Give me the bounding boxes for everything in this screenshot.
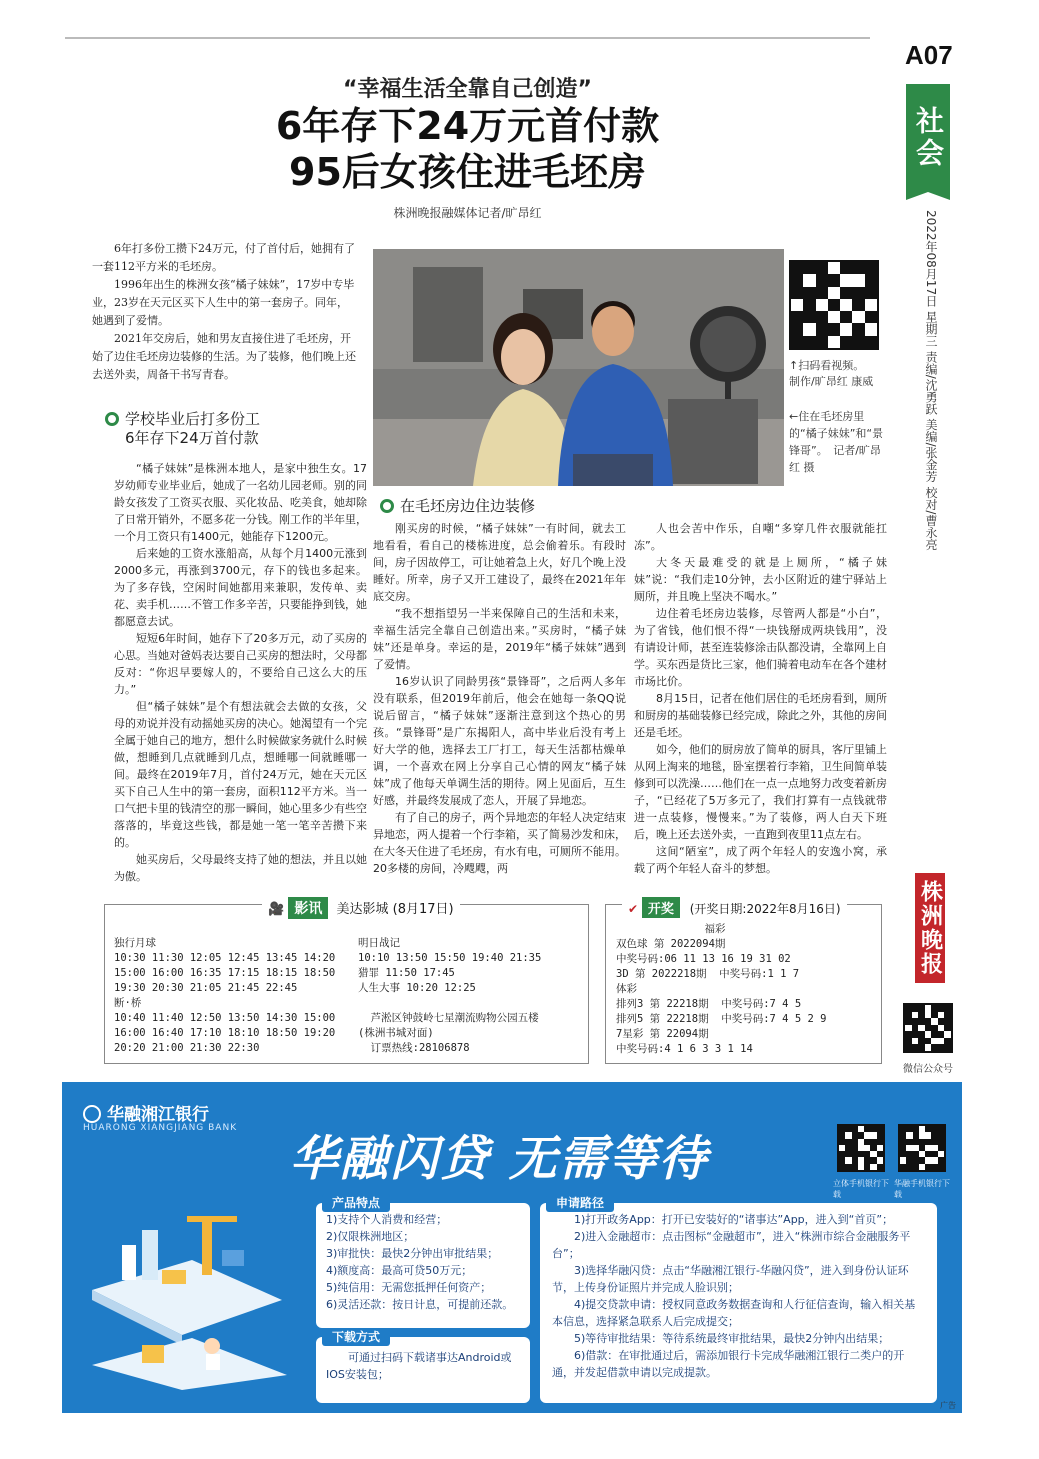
movie-badge: 影讯: [288, 897, 328, 919]
body-paragraph: 有了自己的房子，两个异地恋的年轻人决定结束异地恋，两人提着一个行李箱，买了简易沙发和床，在大冬天住进了毛坯房，有水有电，可厕所不能用。20多楼的房间，冷飕飕，两: [373, 811, 626, 875]
apply-step: 3)选择华融闪贷：点击“华融湘江银行-华融闪贷”，进入到身份认证环节，上传身份证照片并完成人脸识别；: [552, 1264, 909, 1294]
bank-english-name: HUARONG XIANGJIANG BANK: [83, 1123, 238, 1133]
body-paragraph: “我不想指望另一半来保障自己的生活和未来，幸福生活完全靠自己创造出来。”买房时，“橘子妹妹”还是单身。幸运的是，2019年“橘子妹妹”遇到了爱情。: [373, 607, 626, 671]
body-paragraph: 短短6年时间，她存下了20多万元，动了买房的心思。当她对爸妈表达要自己买房的想法时，父母都反对：“你迟早要嫁人的，不要给自己这么大的压力。”: [114, 632, 367, 696]
movie-schedule-left: 独行月球 10:30 11:30 12:05 12:45 13:45 14:20 15:00 16:00 16:35 17:15 18:15 18:50 19:30 20:30 21:05 21:45 22:45 断·桥 10:40 11:40 12:50 13:50 14:30 15:00 16:00 16:40 17:10 18:10 18:50 19:20 20:20 21:00 21:30 22:30: [114, 937, 336, 1054]
body-paragraph: 刚买房的时候，“橘子妹妹”一有时间，就去工地看看，看自己的楼栋进度，总会偷着乐。有段时间，房子因故停工，可让她着急上火，好几个晚上没睡好。所幸，房子又开工建设了，最终在2021年年底交房。: [373, 522, 626, 603]
movie-schedule-right: 明日战记 10:10 13:50 15:50 19:40 21:35 猎罪 11:50 17:45 人生大事 10:20 12:25 芦淞区钟鼓岭七星潮流购物公园五楼 (株洲书城对面) 订票热线:28106878: [358, 937, 542, 1054]
lottery-badge: 开奖: [642, 897, 680, 918]
couple-photo: [373, 249, 784, 486]
cinema-name: 美达影城: [336, 902, 389, 917]
apply-step: 6)借款：在审批通过后，需添加银行卡完成华融湘江银行二类户的开通，并发起借款申请以完成提款。: [552, 1349, 905, 1379]
byline: 株洲晚报融媒体记者/旷昂红: [393, 206, 542, 220]
lottery-results: 福彩 双色球 第 2022094期 中奖号码:06 11 13 16 19 31 02 3D 第 2022218期 中奖号码:1 1 7 体彩 排列3 第 22218期 中奖号码:7 4 5 排列5 第 22218期 中奖号码:7 4 5 2 9 7星彩 第 22094期 中奖号码:4 1 6 3 3 1 14: [616, 923, 827, 1055]
ad-qr-code-1[interactable]: [837, 1124, 885, 1172]
apply-step: 5)等待审批结果：等待系统最终审批结果，最快2分钟内出结果；: [574, 1332, 890, 1345]
film-camera-icon: 🎥: [268, 902, 285, 917]
section-tab: 社会: [906, 84, 950, 192]
circle-bullet-icon: [105, 412, 119, 426]
video-qr-code[interactable]: [789, 260, 879, 350]
title-line-2: 95后女孩住进毛坯房: [289, 150, 646, 194]
lead-paragraph: 6年打多份工攒下24万元，付了首付后，她拥有了一套112平方米的毛坯房。: [92, 242, 355, 273]
subhead-2: 在毛坯房边住边装修: [380, 497, 640, 516]
photo-illustration: [373, 249, 784, 486]
movie-header: [262, 897, 460, 919]
download-text: 可通过扫码下载诸事达Android或IOS安装包；: [326, 1351, 512, 1381]
checkmark-icon: ✔: [628, 902, 639, 916]
lead-paragraph: 1996年出生的株洲女孩“橘子妹妹”，17岁中专毕业，23岁在天元区买下人生中的第一套房子。同年，她遇到了爱情。: [92, 278, 355, 327]
top-rule: [65, 37, 870, 39]
dateline: 2022年08月17日 星期三 责编/沈勇跃 美编/张金芳 校对/曹永亮: [924, 210, 938, 551]
article-column-a: [114, 460, 367, 885]
body-paragraph: 后来她的工资水涨船高，从每个月1400元涨到2000多元，再涨到3700元，存下的钱也多起来。为了多存钱，空闲时间她都用来兼职，发传单、卖花、卖手机……不管工作多辛苦，只要能挣到钱，她都愿意去试。: [114, 547, 367, 628]
body-paragraph: 边住着毛坯房边装修，尽管两人都是“小白”，为了省钱，他们恨不得“一块钱掰成两块钱用”，没有请设计师，甚至连装修涂击队都没请，全靠网上自学。买东西是货比三家，他们骑着电动车在各个建材市场比价。: [634, 607, 887, 688]
page-number: A07: [905, 40, 953, 70]
photo-caption: ←住在毛坯房里的“橘子妹妹”和“景锋哥”。 记者/旷昂红 摄: [789, 410, 884, 474]
body-paragraph: 人也会苦中作乐，自嘲“多穿几件衣服就能扛冻”。: [634, 522, 887, 552]
apply-title: 申请路径: [546, 1194, 614, 1212]
body-paragraph: 但“橘子妹妹”是个有想法就会去做的女孩，父母的劝说并没有动摇她买房的决心。她渴望有一个完全属于她自己的地方，想什么时候做家务就什么时候做，想睡到几点就睡到几点，想睡哪一间就睡哪一间。最终在2019年7月，首付24万元，她在天元区买下自己人生中的第一套房，面积112平方米。当一口气把卡里的钱清空的那一瞬间，她心里多少有些空落落的，毕竟这些钱，都是她一笔一笔辛苦攒下来的。: [114, 700, 367, 849]
feature-item: 2)仅限株洲地区；: [326, 1230, 415, 1243]
features-panel: [316, 1196, 530, 1328]
feature-item: 5)纯信用：无需您抵押任何资产；: [326, 1281, 492, 1294]
apply-step: 2)进入金融超市：点击图标“金融超市”，进入“株洲市综合金融服务平台”；: [552, 1230, 911, 1260]
apply-panel: [540, 1196, 937, 1403]
city-finance-illustration: [82, 1150, 302, 1390]
ad-slogan: 华融闪贷 无需等待: [290, 1131, 709, 1187]
body-paragraph: “橘子妹妹”是株洲本地人，是家中独生女。17岁幼师专业毕业后，她成了一名幼儿园老师。别的同龄女孩发了工资买衣服、买化妆品、吃美食，她却除了日常开销外，不愿多花一分钱。刚工作的半年里，一个月工资只有1400元，她能存下1200元。: [114, 462, 367, 543]
lottery-header: [622, 897, 847, 918]
bank-emblem-icon: [83, 1105, 101, 1123]
body-paragraph: 这间“陋室”，成了两个年轻人的安逸小窝，承载了两个年轻人奋斗的梦想。: [634, 845, 887, 875]
ad-label: 广告: [940, 1401, 956, 1410]
body-paragraph: 16岁认识了同龄男孩“景锋哥”，之后两人多年没有联系，但2019年前后，他会在她每一条QQ说说后留言，“橘子妹妹”逐渐注意到这个热心的男孩。“景锋哥”是广东揭阳人，高中毕业后没有考上好大学的他，选择去工厂打工，每天生活都枯燥单调，一个喜欢在网上分享自己心情的网友“橘子妹妹”成了他每天单调生活的期待。网上见面后，互生好感，并最终发展成了恋人，开展了异地恋。: [373, 675, 626, 807]
ad-illustration: [82, 1150, 302, 1390]
download-title: 下载方式: [322, 1328, 390, 1346]
apply-step: 4)提交贷款申请：授权同意政务数据查询和人行征信查询，输入相关基本信息，选择紧急联系人后完成提交；: [552, 1298, 916, 1328]
article-column-b: [373, 520, 626, 877]
wechat-qr-code[interactable]: [903, 1003, 953, 1053]
features-title: 产品特点: [322, 1194, 390, 1212]
ad-qr-code-2[interactable]: [898, 1124, 946, 1172]
qr-caption: ↑扫码看视频。 制作/旷昂红 康威: [789, 359, 874, 388]
title-line-1: 6年存下24万元首付款: [275, 104, 660, 148]
article-column-c: [634, 520, 887, 877]
apply-step: 1)打开政务App：打开已安装好的“诸事达”App，进入到“首页”；: [574, 1213, 894, 1226]
circle-bullet-icon: [380, 499, 394, 513]
feature-item: 4)额度高：最高可贷50万元；: [326, 1264, 473, 1277]
body-paragraph: 如今，他们的厨房放了简单的厨具，客厅里铺上从网上淘来的地毯，卧室摆着行李箱，卫生间简单装修到可以洗澡……他们在一点一点地努力改变着新房子，“已经花了5万多元了，我们打算有一点钱就带进一点装修，慢慢来。”为了装修，两人白天下班后，晚上还去送外卖，一直跑到夜里11点左右。: [634, 743, 887, 841]
article-kicker: “幸福生活全靠自己创造”: [343, 77, 592, 102]
body-paragraph: 她买房后，父母最终支持了她的想法，并且以她为傲。: [114, 853, 367, 883]
body-paragraph: 8月15日，记者在他们居住的毛坯房看到，厕所和厨房的基础装修已经完成，除此之外，其他的房间还是毛坯。: [634, 692, 887, 739]
article-lead: [92, 240, 358, 384]
feature-item: 6)灵活还款：按日计息，可提前还款。: [326, 1298, 514, 1311]
lottery-date: (开奖日期:2022年8月16日): [689, 902, 841, 916]
article-title: [65, 103, 870, 195]
ad-qr-caption-2: 华融手机银行下载: [894, 1179, 950, 1199]
ad-qr-caption-1: 立体手机银行下载: [833, 1179, 889, 1199]
download-panel: [316, 1330, 530, 1403]
feature-item: 1)支持个人消费和经营；: [326, 1213, 448, 1226]
bank-logo: 华融湘江银行: [83, 1100, 209, 1125]
lead-paragraph: 2021年交房后，她和男友直接住进了毛坯房，开始了边住毛坯房边装修的生活。为了装修，他们晚上还去送外卖，周备干书写青春。: [92, 332, 356, 381]
subhead-1: 学校毕业后打多份工 6年存下24万首付款: [105, 410, 365, 448]
movie-date: (8月17日): [392, 902, 454, 917]
newspaper-logo: 株洲晚报: [915, 873, 945, 983]
body-paragraph: 大冬天最难受的就是上厕所，“橘子妹妹”说：“我们走10分钟，去小区附近的建宁驿站上厕所，并且晚上坚决不喝水。”: [634, 556, 887, 603]
wechat-caption: 微信公众号: [903, 1064, 953, 1075]
feature-item: 3)审批快：最快2分钟出审批结果；: [326, 1247, 499, 1260]
